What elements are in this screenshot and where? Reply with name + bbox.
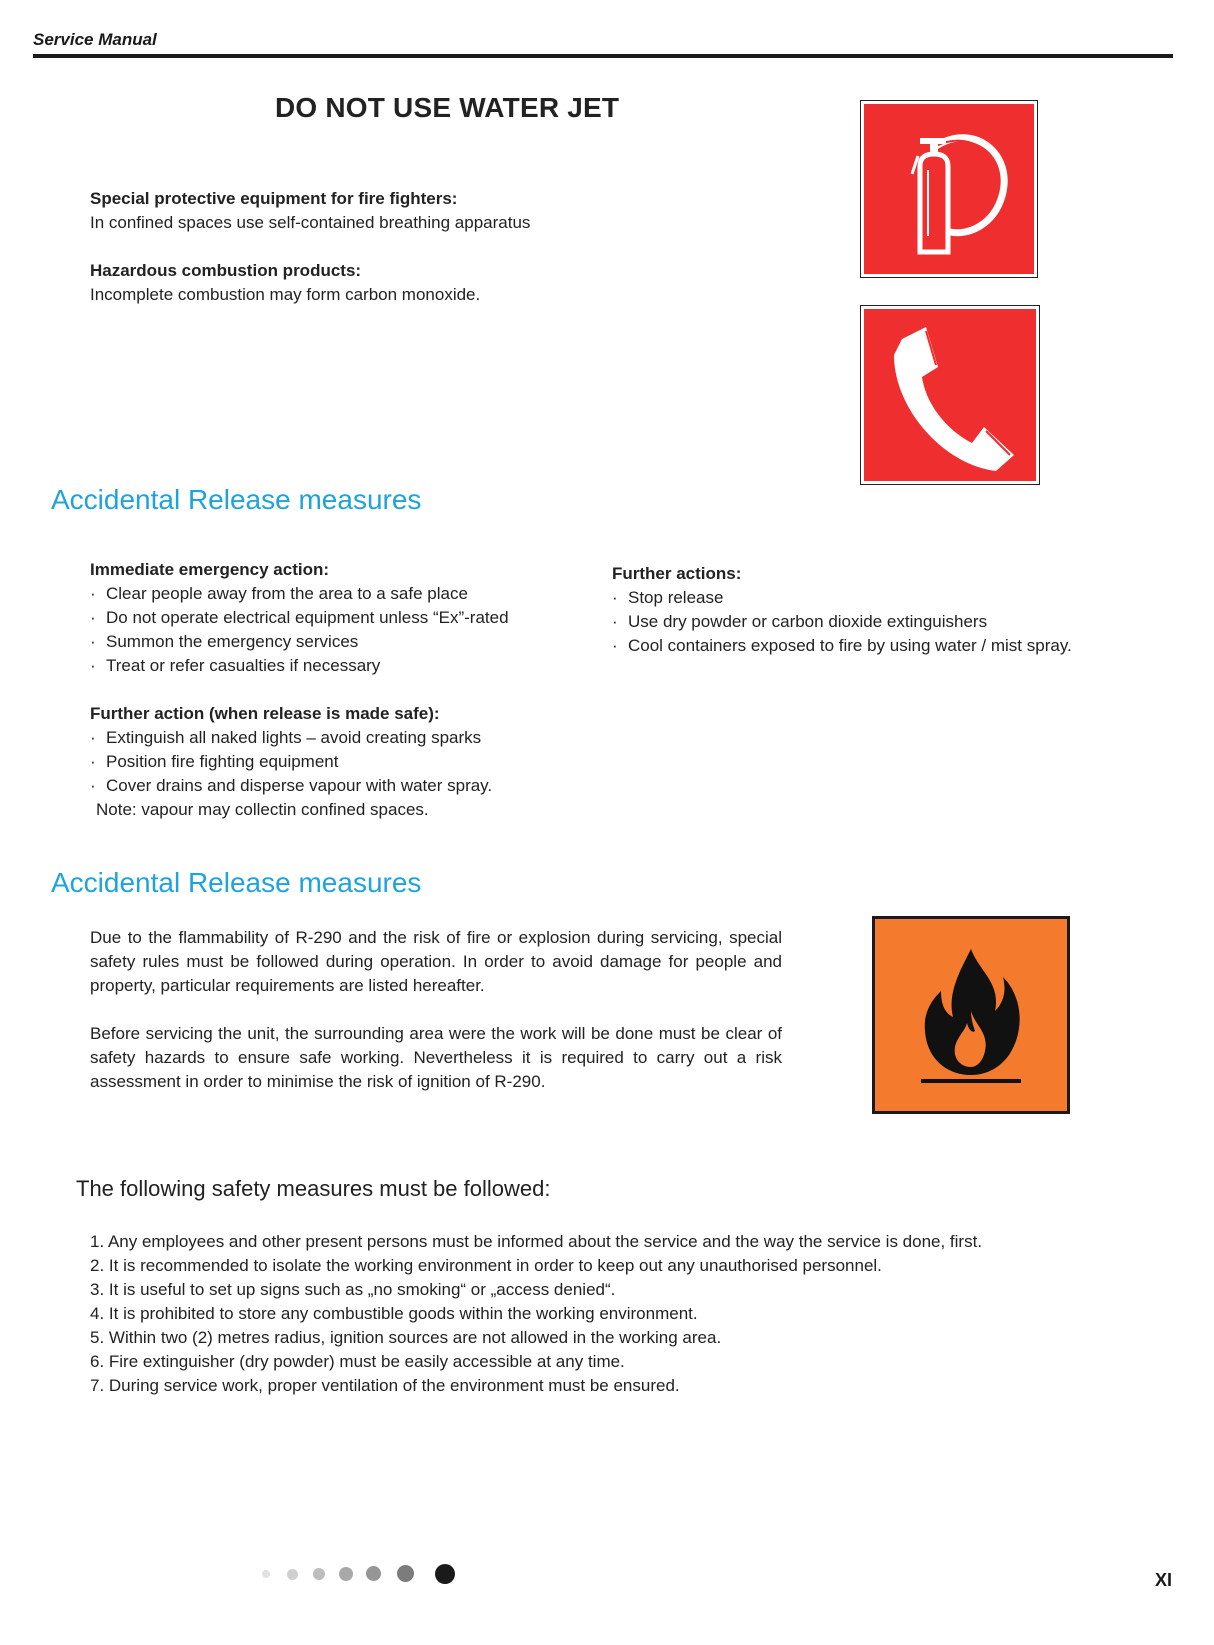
ppe-block <box>90 187 530 235</box>
ppe-label: Special protective equipment for fire fighters: <box>90 189 458 208</box>
indicator-dot <box>397 1565 414 1582</box>
flammable-hazard-icon <box>875 919 1067 1111</box>
list-item: 7. During service work, proper ventilation of the environment must be ensured. <box>90 1376 680 1395</box>
bullet: · <box>90 728 96 747</box>
bullet: · <box>612 612 618 631</box>
list-item: · Do not operate electrical equipment unless “Ex”-rated <box>90 606 509 630</box>
fire-telephone-sign-icon <box>864 309 1036 481</box>
further-safe-block <box>90 702 492 822</box>
water-jet-warning: DO NOT USE WATER JET <box>275 92 620 123</box>
bullet: · <box>90 752 96 771</box>
bullet: · <box>90 632 96 651</box>
safety-measures-heading: The following safety measures must be followed: <box>76 1176 551 1201</box>
safety-measures-list <box>90 1230 982 1398</box>
indicator-dot <box>262 1570 270 1578</box>
list-item: 3. It is useful to set up signs such as „no smoking“ or „access denied“. <box>90 1280 616 1299</box>
bullet: · <box>90 584 96 603</box>
bullet: · <box>90 656 96 675</box>
fire-extinguisher-sign-icon <box>864 104 1034 274</box>
indicator-dot <box>366 1566 381 1581</box>
page-number: XI <box>1154 1570 1172 1590</box>
immediate-label: Immediate emergency action: <box>90 560 330 579</box>
list-item: · Stop release <box>612 586 1072 610</box>
further-actions-block <box>612 562 1072 658</box>
vapour-note: Note: vapour may collectin confined spaces. <box>96 800 429 819</box>
list-item: 2. It is recommended to isolate the working environment in order to keep out any unauthorised personnel. <box>90 1256 882 1275</box>
list-item: · Treat or refer casualties if necessary <box>90 654 509 678</box>
list-item: · Extinguish all naked lights – avoid creating sparks <box>90 726 492 750</box>
section-heading-release: Accidental Release measures <box>51 484 422 515</box>
further-actions-label: Further actions: <box>612 564 742 583</box>
fire-extinguisher-sign <box>860 100 1038 278</box>
list-item: · Position fire fighting equipment <box>90 750 492 774</box>
risk-assessment-paragraph: Before servicing the unit, the surrounding area were the work will be done must be clear of safety hazards to ensure safe working. Nevertheless it is required to carry out a risk assessment in order to minimise the risk of ignition of R-290. <box>90 1024 782 1091</box>
immediate-action-block <box>90 558 509 678</box>
list-item: 4. It is prohibited to store any combustible goods within the working environment. <box>90 1304 698 1323</box>
list-item: 5. Within two (2) metres radius, ignition sources are not allowed in the working area. <box>90 1328 722 1347</box>
list-item: · Use dry powder or carbon dioxide extinguishers <box>612 610 1072 634</box>
bullet: · <box>612 636 618 655</box>
further-safe-label: Further action (when release is made safe): <box>90 704 440 723</box>
bullet: · <box>612 588 618 607</box>
list-item: · Summon the emergency services <box>90 630 509 654</box>
hazard-text: Incomplete combustion may form carbon monoxide. <box>90 285 481 304</box>
section-heading-release-2: Accidental Release measures <box>51 867 422 898</box>
bullet: · <box>90 608 96 627</box>
list-item: 6. Fire extinguisher (dry powder) must be easily accessible at any time. <box>90 1352 625 1371</box>
hazard-label: Hazardous combustion products: <box>90 261 362 280</box>
indicator-dot-active <box>435 1564 455 1584</box>
indicator-dot <box>287 1569 298 1580</box>
header-rule <box>33 54 1173 58</box>
list-item: · Clear people away from the area to a safe place <box>90 582 509 606</box>
hazard-block <box>90 259 480 307</box>
ppe-text: In confined spaces use self-contained breathing apparatus <box>90 213 531 232</box>
list-item: 1. Any employees and other present persons must be informed about the service and the way the service is done, first. <box>90 1232 983 1251</box>
list-item: · Cover drains and disperse vapour with water spray. <box>90 774 492 798</box>
flammable-sign <box>872 916 1070 1114</box>
indicator-dot <box>339 1567 353 1581</box>
manual-title: Service Manual <box>33 30 157 49</box>
indicator-dot <box>313 1568 325 1580</box>
flammability-paragraph: Due to the flammability of R-290 and the risk of fire or explosion during servicing, special safety rules must be followed during operation. In order to avoid damage for people and property, particular requirements are listed hereafter. <box>90 928 782 995</box>
bullet: · <box>90 776 96 795</box>
list-item: · Cool containers exposed to fire by using water / mist spray. <box>612 634 1072 658</box>
fire-telephone-sign <box>860 305 1040 485</box>
